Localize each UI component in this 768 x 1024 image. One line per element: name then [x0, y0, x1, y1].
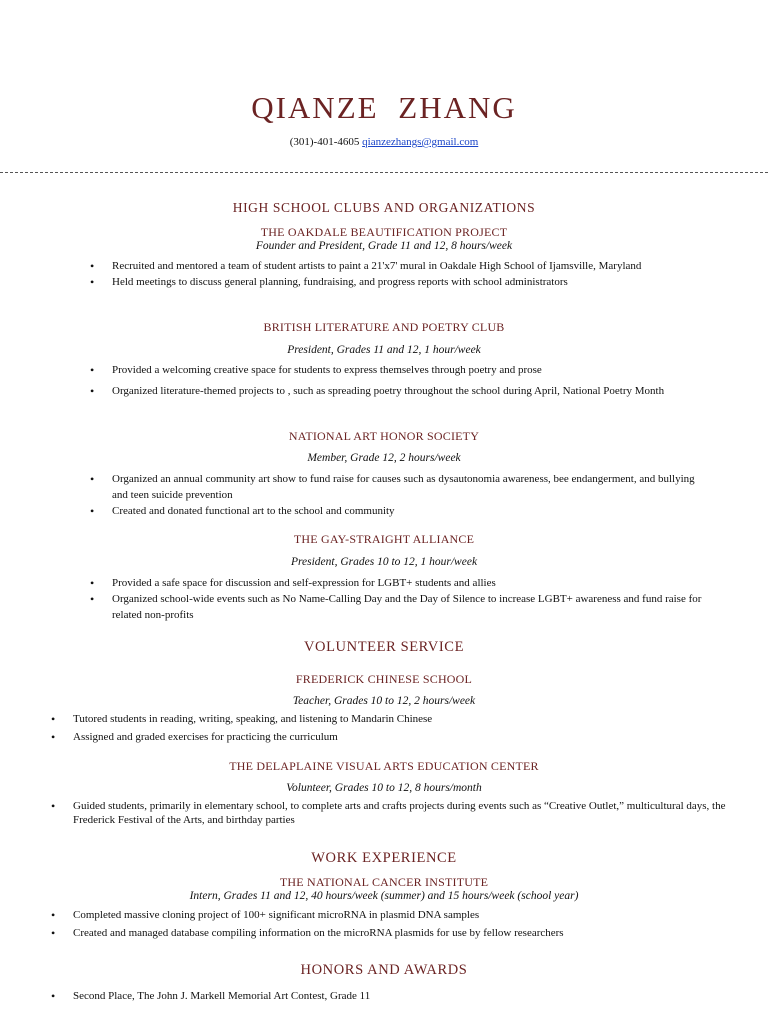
org-role: Founder and President, Grade 11 and 12, 8 hours/week	[255, 240, 513, 252]
bullet-list	[112, 575, 712, 623]
org-role: Volunteer, Grades 10 to 12, 8 hours/month	[286, 782, 482, 794]
org-role: Teacher, Grades 10 to 12, 2 hours/week	[292, 695, 476, 707]
list-item: • Completed massive cloning project of 100+ significant microRNA in plasmid DNA samples	[73, 907, 733, 923]
bullet-list	[73, 907, 733, 941]
list-item: • Second Place, The John J. Markell Memorial Art Contest, Grade 11	[73, 988, 733, 1004]
email-link[interactable]: qianzezhangs@gmail.com	[362, 136, 479, 148]
phone-number: (301)-401-4605	[289, 136, 360, 148]
section-title-honors: HONORS AND AWARDS	[300, 962, 468, 978]
section-title-clubs: HIGH SCHOOL CLUBS AND ORGANIZATIONS	[232, 200, 536, 215]
org-name: BRITISH LITERATURE AND POETRY CLUB	[263, 320, 505, 334]
resume-name: QIANZE ZHANG	[251, 90, 517, 125]
list-item: • Provided a safe space for discussion and self-expression for LGBT+ students and allies	[112, 575, 712, 591]
org-name: FREDERICK CHINESE SCHOOL	[295, 672, 473, 686]
bullet-list	[112, 471, 712, 519]
section-title-work: WORK EXPERIENCE	[311, 850, 457, 866]
bullet-list	[112, 258, 712, 290]
list-item: • Held meetings to discuss general planning, fundraising, and progress reports with school administrators	[112, 274, 712, 290]
bullet-list	[112, 362, 712, 399]
list-item: • Created and managed database compiling information on the microRNA plasmids for use by fellow researchers	[73, 925, 733, 941]
org-name: NATIONAL ART HONOR SOCIETY	[288, 429, 480, 443]
list-item: • Recruited and mentored a team of student artists to paint a 21'x7' mural in Oakdale High School of Ijamsville, Maryland	[112, 258, 712, 274]
org-name: THE NATIONAL CANCER INSTITUTE	[279, 875, 489, 889]
section-title-volunteer: VOLUNTEER SERVICE	[303, 639, 465, 655]
bullet-list	[73, 988, 733, 1004]
org-name: THE DELAPLAINE VISUAL ARTS EDUCATION CENTER	[229, 759, 539, 773]
list-item: • Organized literature-themed projects to , such as spreading poetry throughout the school during April, National Poetry Month	[112, 383, 712, 399]
list-item: • Created and donated functional art to the school and community	[112, 503, 712, 519]
bullet-list	[73, 799, 733, 827]
list-item: • Assigned and graded exercises for practicing the curriculum	[73, 729, 733, 745]
header-divider	[0, 172, 768, 173]
list-item: • Provided a welcoming creative space for students to express themselves through poetry and prose	[112, 362, 712, 378]
org-role: Intern, Grades 11 and 12, 40 hours/week (summer) and 15 hours/week (school year)	[189, 890, 579, 902]
org-role: President, Grades 10 to 12, 1 hour/week	[290, 556, 478, 568]
list-item: • Organized an annual community art show to fund raise for causes such as dysautonomia awareness, bee endangerment, and bullying and teen suicide prevention	[112, 471, 712, 503]
list-item: • Tutored students in reading, writing, speaking, and listening to Mandarin Chinese	[73, 711, 733, 727]
org-name: THE GAY-STRAIGHT ALLIANCE	[293, 532, 475, 546]
list-item: • Organized school-wide events such as No Name-Calling Day and the Day of Silence to increase LGBT+ awareness and fund raise for related non-profits	[112, 591, 712, 623]
contact-line	[0, 136, 768, 148]
org-name: THE OAKDALE BEAUTIFICATION PROJECT	[260, 225, 508, 239]
org-role: Member, Grade 12, 2 hours/week	[307, 452, 461, 464]
bullet-list	[73, 711, 733, 745]
org-role: President, Grades 11 and 12, 1 hour/week	[287, 344, 481, 356]
list-item: • Guided students, primarily in elementary school, to complete arts and crafts projects during events such as “Creative Outlet,” multicultural days, the Frederick Festival of the Arts, and birthday parties	[73, 799, 733, 827]
